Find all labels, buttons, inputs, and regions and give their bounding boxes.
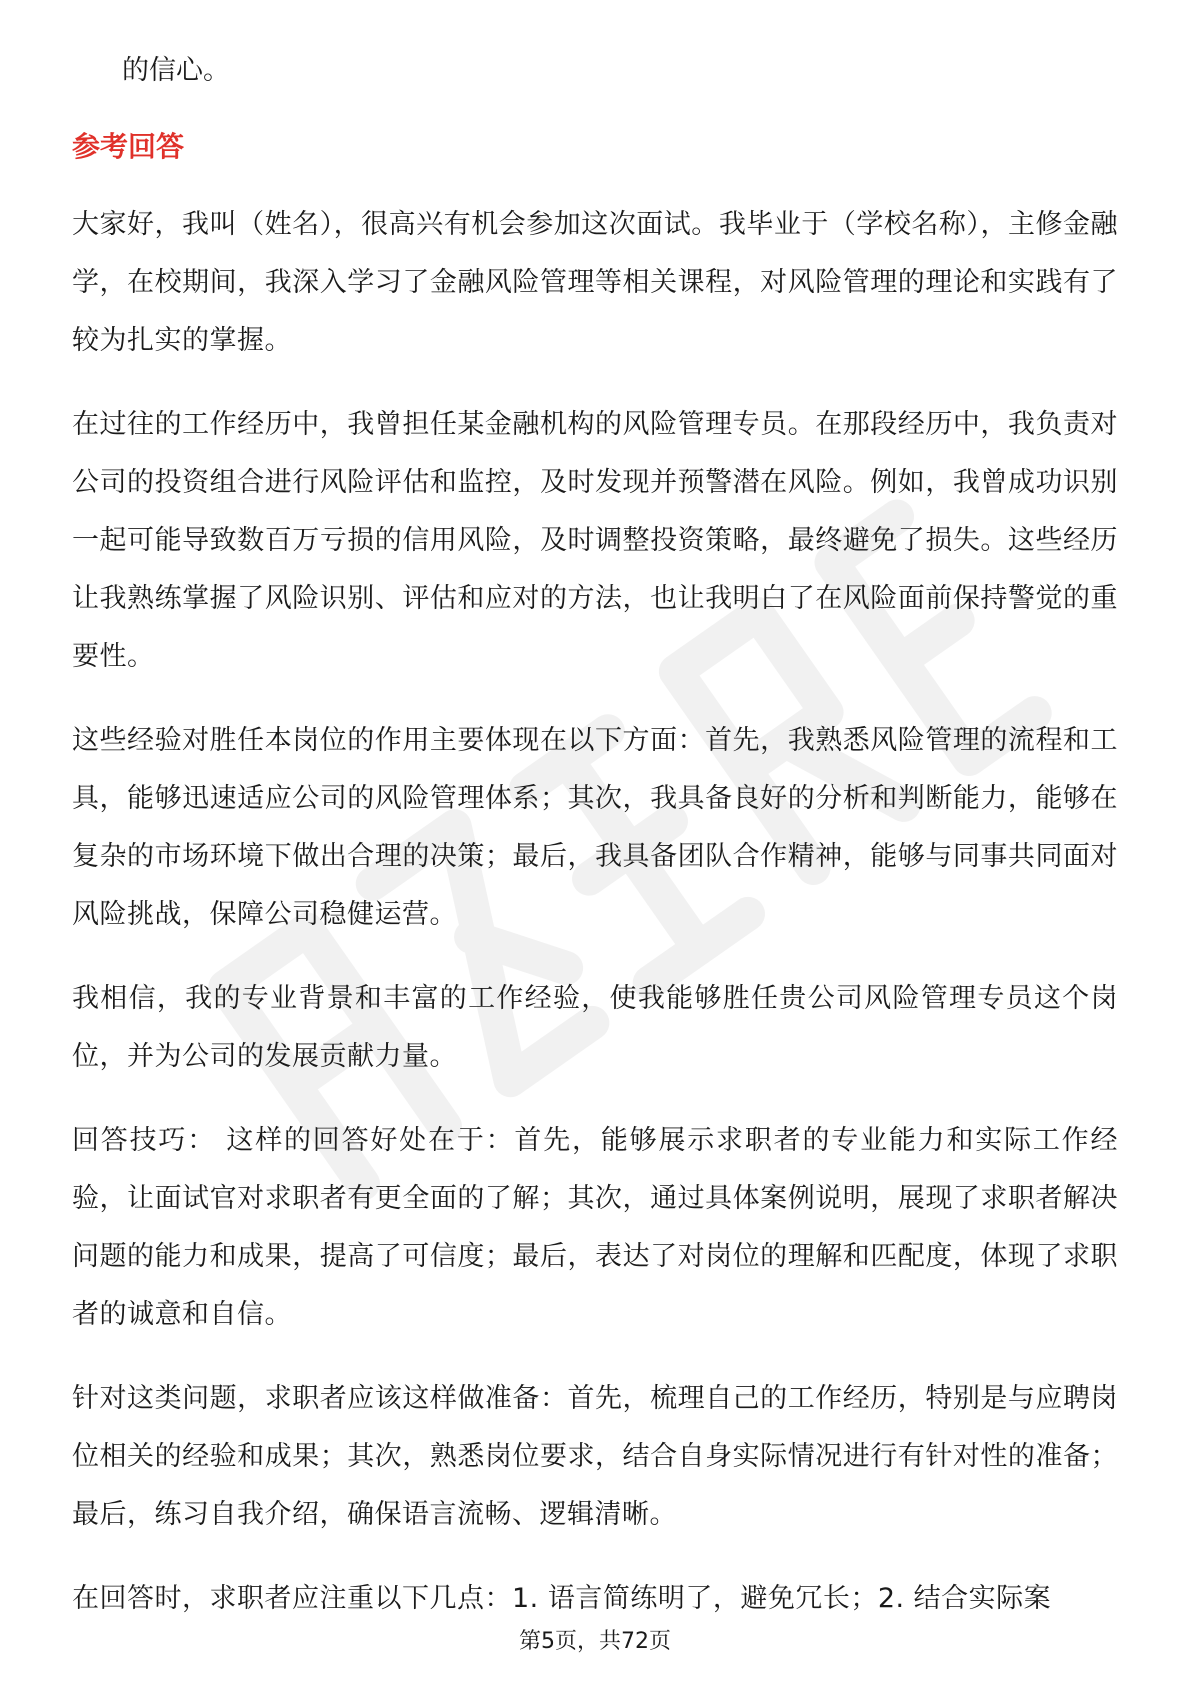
continuation-line: 的信心。 [122,55,230,86]
paragraph-answer-points: 在回答时，求职者应注重以下几点：1. 语言简练明了，避免冗长；2. 结合实际案 [72,1583,1052,1614]
document-body [72,42,1118,1628]
paragraph-answer-tips: 回答技巧： 这样的回答好处在于：首先，能够展示求职者的专业能力和实际工作经验，让面试官对求职者有更全面的了解；其次，通过具体案例说明，展现了求职者解决问题的能力和成果，提高了可信度；最后，表达了对岗位的理解和匹配度，体现了求职者的诚意和自信。 [72,1125,1118,1330]
paragraph-conclusion: 我相信，我的专业背景和丰富的工作经验，使我能够胜任贵公司风险管理专员这个岗位，并为公司的发展贡献力量。 [72,983,1118,1072]
paragraph-intro: 大家好，我叫（姓名），很高兴有机会参加这次面试。我毕业于（学校名称），主修金融学，在校期间，我深入学习了金融风险管理等相关课程，对风险管理的理论和实践有了较为扎实的掌握。 [72,209,1118,356]
paragraph-preparation: 针对这类问题，求职者应该这样做准备：首先，梳理自己的工作经历，特别是与应聘岗位相关的经验和成果；其次，熟悉岗位要求，结合自身实际情况进行有针对性的准备；最后，练习自我介绍，确保语言流畅、逻辑清晰。 [72,1383,1118,1530]
paragraph-relevance: 这些经验对胜任本岗位的作用主要体现在以下方面：首先，我熟悉风险管理的流程和工具，能够迅速适应公司的风险管理体系；其次，我具备良好的分析和判断能力，能够在复杂的市场环境下做出合理的决策；最后，我具备团队合作精神，能够与同事共同面对风险挑战，保障公司稳健运营。 [72,725,1118,930]
paragraph-experience: 在过往的工作经历中，我曾担任某金融机构的风险管理专员。在那段经历中，我负责对公司的投资组合进行风险评估和监控，及时发现并预警潜在风险。例如，我曾成功识别一起可能导致数百万亏损的信用风险，及时调整投资策略，最终避免了损失。这些经历让我熟练掌握了风险识别、评估和应对的方法，也让我明白了在风险面前保持警觉的重要性。 [72,409,1118,672]
page-number-footer: 第5页，共72页 [519,1629,671,1654]
section-title: 参考回答 [72,130,185,163]
